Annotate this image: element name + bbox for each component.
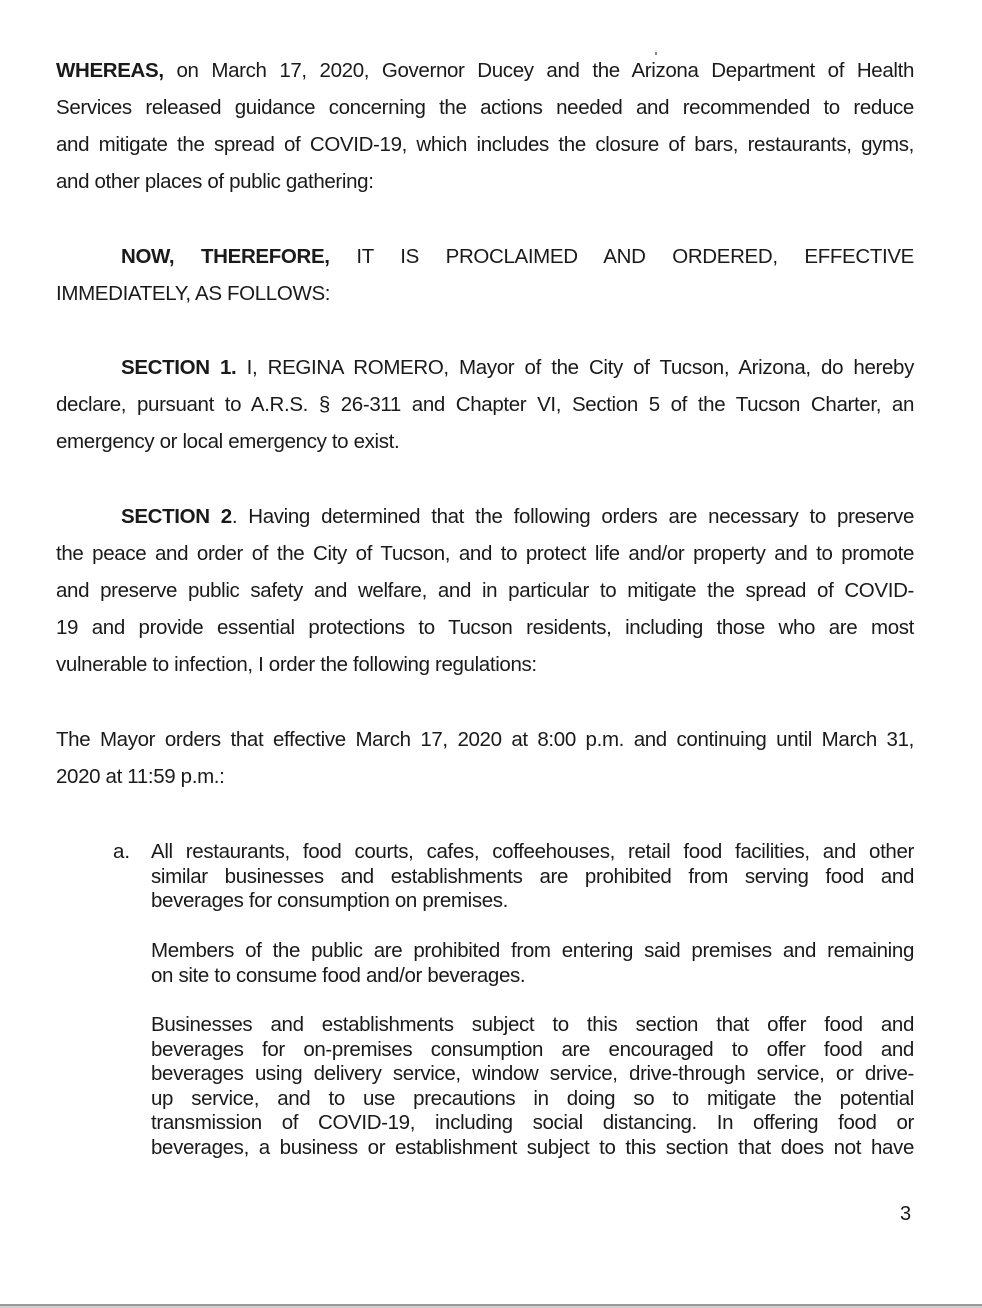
section-2-label: SECTION 2 xyxy=(121,505,232,528)
item-a-paragraph-1 xyxy=(151,840,914,914)
section-1-label: SECTION 1. xyxy=(121,356,237,379)
paragraph-line: 2020 at 11:59 p.m.: xyxy=(56,765,225,788)
paragraph-line: WHEREAS, on March 17, 2020, Governor Ducey and the Arizona Department of Health xyxy=(56,59,914,82)
section-2-paragraph xyxy=(56,498,914,683)
item-a-paragraph-2 xyxy=(151,939,914,988)
paragraph-line: SECTION 2. Having determined that the following orders are necessary to preserve xyxy=(121,505,914,528)
list-marker-a: a. xyxy=(113,840,131,863)
paragraph-line: Services released guidance concerning the actions needed and recommended to reduce xyxy=(56,96,914,119)
paragraph-line: Members of the public are prohibited from entering said premises and remaining xyxy=(151,939,914,962)
paragraph-line: All restaurants, food courts, cafes, coffeehouses, retail food facilities, and other xyxy=(151,840,914,863)
paragraph-line: beverages using delivery service, window service, drive-through service, or drive- xyxy=(151,1062,914,1086)
section-1-paragraph xyxy=(56,349,914,460)
paragraph-line: beverages, a business or establishment subject to this section that does not have xyxy=(151,1135,914,1159)
mayor-orders-paragraph xyxy=(56,721,914,795)
paragraph-line: 19 and provide essential protections to Tucson residents, including those who are most xyxy=(56,616,914,639)
paragraph-line: similar businesses and establishments are prohibited from serving food and xyxy=(151,864,914,888)
whereas-paragraph xyxy=(56,52,914,200)
paragraph-line: beverages for consumption on premises. xyxy=(151,889,509,913)
paragraph-line: and other places of public gathering: xyxy=(56,170,374,193)
paragraph-line: SECTION 1. I, REGINA ROMERO, Mayor of the City of Tucson, Arizona, do hereby xyxy=(121,356,914,379)
paragraph-line: the peace and order of the City of Tucson, and to protect life and/or property and to promote xyxy=(56,542,914,565)
paragraph-line: emergency or local emergency to exist. xyxy=(56,430,400,453)
now-therefore-paragraph xyxy=(56,238,914,312)
page-number: 3 xyxy=(900,1203,912,1225)
page-bottom-edge xyxy=(0,1304,982,1308)
paragraph-line: NOW, THEREFORE, IT IS PROCLAIMED AND ORDERED, EFFECTIVE xyxy=(121,245,915,268)
paragraph-line: The Mayor orders that effective March 17, 2020 at 8:00 p.m. and continuing until March 31, xyxy=(56,728,914,751)
paragraph-line: Businesses and establishments subject to this section that offer food and xyxy=(151,1013,914,1036)
whereas-label: WHEREAS, xyxy=(56,59,164,82)
item-a-paragraph-3 xyxy=(151,1013,914,1161)
now-therefore-label: NOW, THEREFORE, xyxy=(121,245,330,268)
paragraph-line: up service, and to use precautions in doing so to mitigate the potential xyxy=(151,1086,914,1110)
paragraph-line: transmission of COVID-19, including social distancing. In offering food or xyxy=(151,1111,914,1135)
paragraph-line: and mitigate the spread of COVID-19, which includes the closure of bars, restaurants, gyms, xyxy=(56,133,914,156)
paragraph-line: and preserve public safety and welfare, and in particular to mitigate the spread of COVID- xyxy=(56,579,914,602)
paragraph-line: beverages for on-premises consumption are encouraged to offer food and xyxy=(151,1037,914,1061)
paragraph-line: vulnerable to infection, I order the following regulations: xyxy=(56,653,537,676)
paragraph-line: declare, pursuant to A.R.S. § 26-311 and Chapter VI, Section 5 of the Tucson Charter, an xyxy=(56,393,914,416)
paragraph-line: on site to consume food and/or beverages. xyxy=(151,963,526,987)
paragraph-line: IMMEDIATELY, AS FOLLOWS: xyxy=(56,282,331,305)
